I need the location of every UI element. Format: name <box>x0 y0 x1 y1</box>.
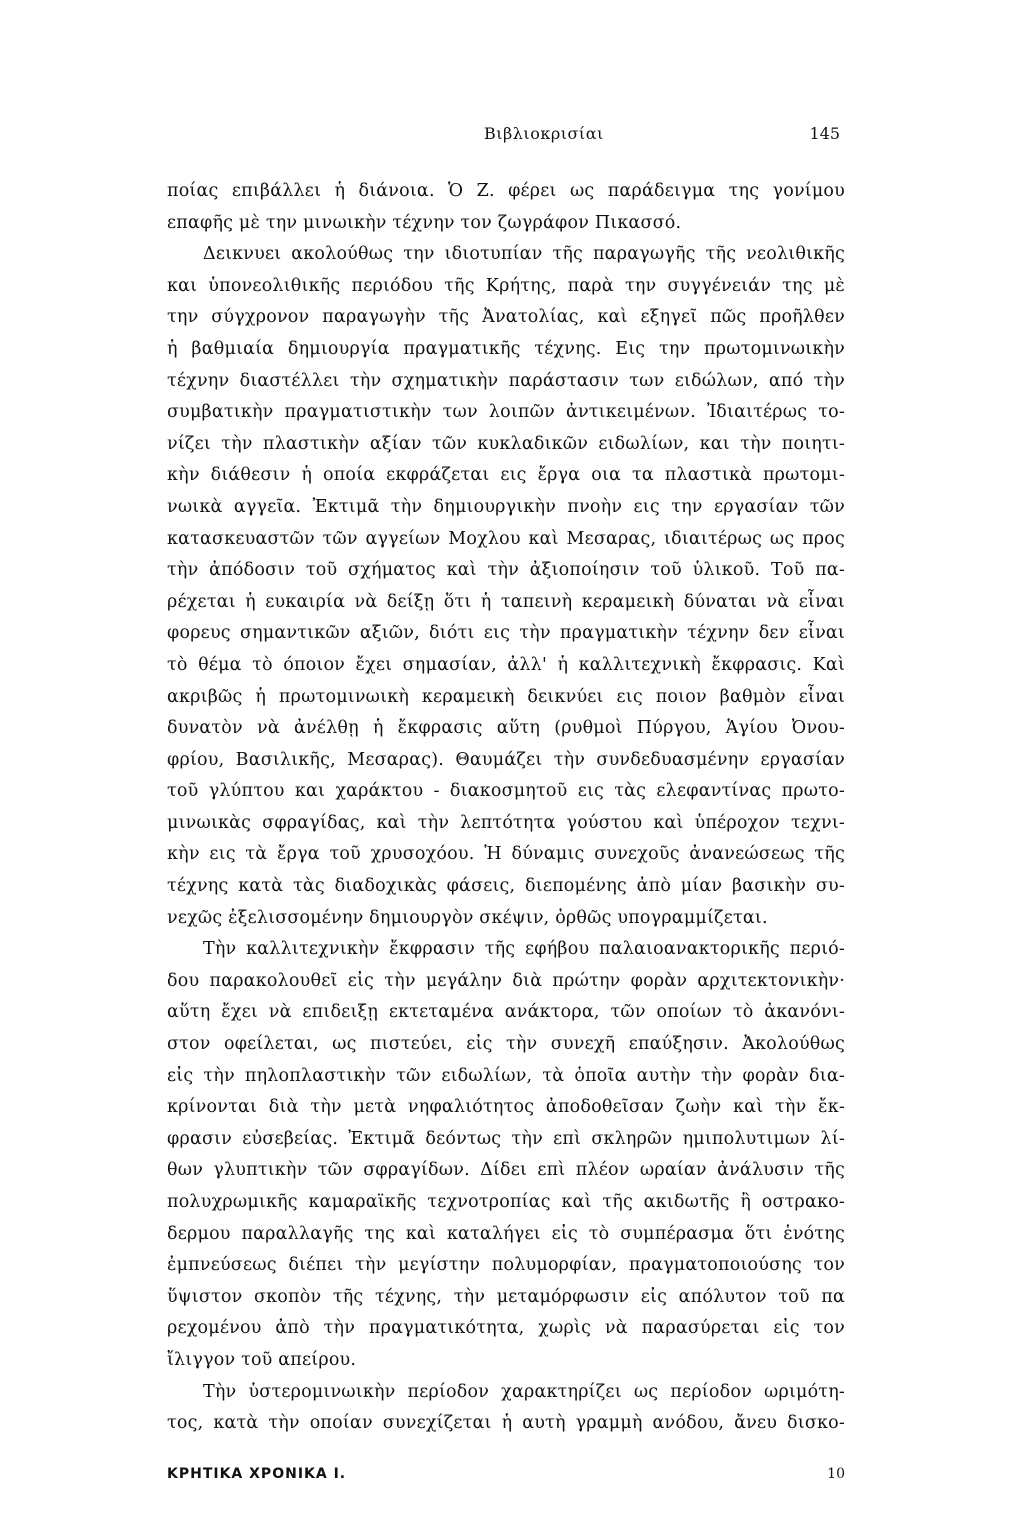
text-line: θων γλυπτικὴν τῶν σφραγίδων. Δίδει επὶ πλέον ωραίαν ἀνάλυσιν τῆς <box>167 1160 845 1181</box>
text-line: ὕψιστον σκοπὸν τῆς τέχνης, τὴν μεταμόρφωσιν εἰς απόλυτον τοῦ πα <box>167 1286 845 1307</box>
text-line: επαφῆς μὲ την μινωικὴν τέχνην τον ζωγράφον Πικασσό. <box>167 212 682 233</box>
text-line: φορευς σημαντικῶν αξιῶν, διότι εις τὴν πραγματικὴν τέχνην δεν εἶναι <box>167 623 845 644</box>
text-line: τέχνην διαστέλλει τὴν σχηματικὴν παράστασιν των ειδώλων, από τὴν <box>167 370 845 391</box>
text-line: ρέχεται ἡ ευκαιρία νὰ δείξῃ ὅτι ἡ ταπεινὴ κεραμεικὴ δύναται νὰ εἶναι <box>167 591 845 612</box>
journal-signature: ΚΡΗΤΙΚΑ ΧΡΟΝΙΚΑ Ι. <box>167 1466 347 1482</box>
text-line: τέχνης κατὰ τὰς διαδοχικὰς φάσεις, διεπομένης ἀπὸ μίαν βασικὴν συ- <box>167 876 845 897</box>
text-line: αὕτη ἔχει νὰ επιδειξῃ εκτεταμένα ανάκτορα, τῶν οποίων τὸ ἀκανόνι- <box>167 1002 845 1023</box>
text-line: δου παρακολουθεῖ εἰς τὴν μεγάλην διὰ πρώτην φορὰν αρχιτεκτονικὴν· <box>167 970 845 991</box>
text-line: την σύγχρονον παραγωγὴν τῆς Ἀνατολίας, καὶ εξηγεῖ πῶς προῆλθεν <box>167 307 845 328</box>
text-line: ἡ βαθμιαία δημιουργία πραγματικῆς τέχνης. Εις την πρωτομινωικὴν <box>167 338 845 359</box>
text-line: κὴν διάθεσιν ἡ οποία εκφράζεται εις ἔργα οια τα πλαστικὰ πρωτομι- <box>167 465 845 486</box>
text-line: Τὴν ὑστερομινωικὴν περίοδον χαρακτηρίζει ως περίοδον ωριμότη- <box>203 1381 845 1402</box>
body-text <box>167 176 845 1440</box>
text-line: νωικὰ αγγεῖα. Ἐκτιμᾶ τὴν δημιουργικὴν πνοὴν εις την εργασίαν τῶν <box>167 496 845 517</box>
text-line: κρίνονται διὰ τὴν μετὰ νηφαλιότητος ἀποδοθεῖσαν ζωὴν καὶ τὴν ἔκ- <box>167 1097 845 1118</box>
text-line: ἐμπνεύσεως διέπει τὴν μεγίστην πολυμορφίαν, πραγματοποιούσης τον <box>167 1255 845 1276</box>
text-line: τος, κατὰ τὴν οποίαν συνεχίζεται ἡ αυτὴ γραμμὴ ανόδου, ἄνευ δισκο- <box>167 1413 845 1434</box>
text-line: κατασκευαστῶν τῶν αγγείων Μοχλου καὶ Μεσαρας, ιδιαιτέρως ως προς <box>167 528 845 549</box>
text-line: τοῦ γλύπτου και χαράκτου - διακοσμητοῦ εις τὰς ελεφαντίνας πρωτο- <box>167 781 845 802</box>
text-line: δερμου παραλλαγῆς της καὶ καταλήγει εἰς τὸ συμπέρασμα ὅτι ἑνότης <box>167 1223 845 1244</box>
text-line: νεχῶς ἐξελισσομένην δημιουργὸν σκέψιν, ὀρθῶς υπογραμμίζεται. <box>167 907 768 928</box>
text-line: νίζει τὴν πλαστικὴν αξίαν τῶν κυκλαδικῶν ειδωλίων, και τὴν ποιητι- <box>167 433 845 454</box>
page-number: 145 <box>809 124 840 143</box>
text-line: ρεχομένου ἀπὸ τὴν πραγματικότητα, χωρὶς νὰ παρασύρεται εἰς τον <box>167 1318 845 1339</box>
text-line: και ὑπονεολιθικῆς περιόδου τῆς Κρήτης, παρὰ την συγγένειάν της μὲ <box>167 275 845 296</box>
text-line: πολυχρωμικῆς καμαραϊκῆς τεχνοτροπίας καὶ τῆς ακιδωτῆς ἢ οστρακο- <box>167 1192 845 1212</box>
page-footer <box>167 1466 845 1488</box>
text-line: ἴλιγγον τοῦ απείρου. <box>167 1349 357 1370</box>
text-line: κὴν εις τὰ ἔργα τοῦ χρυσοχόου. Ἡ δύναμις συνεχοῦς ἀνανεώσεως τῆς <box>167 844 845 865</box>
text-line: δυνατὸν νὰ ἀνέλθῃ ἡ ἔκφρασις αὕτη (ρυθμοὶ Πύργου, Ἁγίου Ὀνου- <box>167 718 845 739</box>
text-line: τὴν ἀπόδοσιν τοῦ σχήματος καὶ τὴν ἀξιοποίησιν τοῦ ὑλικοῦ. Τοῦ πα- <box>167 560 845 581</box>
text-line: συμβατικὴν πραγματιστικὴν των λοιπῶν ἀντικειμένων. Ἰδιαιτέρως το- <box>167 402 845 423</box>
text-line: ακριβῶς ἡ πρωτομινωικὴ κεραμεικὴ δεικνύει εις ποιον βαθμὸν εἶναι <box>167 686 845 707</box>
text-line: Τὴν καλλιτεχνικὴν ἔκφρασιν τῆς εφήβου παλαιοανακτορικῆς περιό- <box>203 939 845 960</box>
text-line: Δεικνυει ακολούθως την ιδιοτυπίαν τῆς παραγωγῆς τῆς νεολιθικῆς <box>203 244 845 265</box>
gathering-number: 10 <box>827 1466 845 1482</box>
text-line: στον οφείλεται, ως πιστεύει, εἰς τὴν συνεχῆ επαύξησιν. Ἀκολούθως <box>167 1034 845 1055</box>
running-header <box>0 124 1024 148</box>
text-line: φρίου, Βασιλικῆς, Μεσαρας). Θαυμάζει τὴν συνδεδυασμένην εργασίαν <box>167 749 845 770</box>
text-line: φρασιν εὐσεβείας. Ἐκτιμᾶ δεόντως τὴν επὶ σκληρῶν ημιπολυτιμων λί- <box>167 1128 845 1149</box>
running-title: Βιβλιοκρισίαι <box>484 124 604 143</box>
text-line: τὸ θέμα τὸ όποιον ἔχει σημασίαν, ἀλλ' ἡ καλλιτεχνικὴ ἔκφρασις. Καὶ <box>167 654 845 675</box>
text-line: μινωικὰς σφραγίδας, καὶ τὴν λεπτότητα γούστου καὶ ὑπέροχον τεχνι- <box>167 812 845 833</box>
text-line: ποίας επιβάλλει ἡ διάνοια. Ὁ Ζ. φέρει ως παράδειγμα της γονίμου <box>167 181 845 201</box>
text-line: εἰς τὴν πηλοπλαστικὴν τῶν ειδωλίων, τὰ ὁποῖα αυτὴν τὴν φορὰν δια- <box>167 1065 845 1086</box>
